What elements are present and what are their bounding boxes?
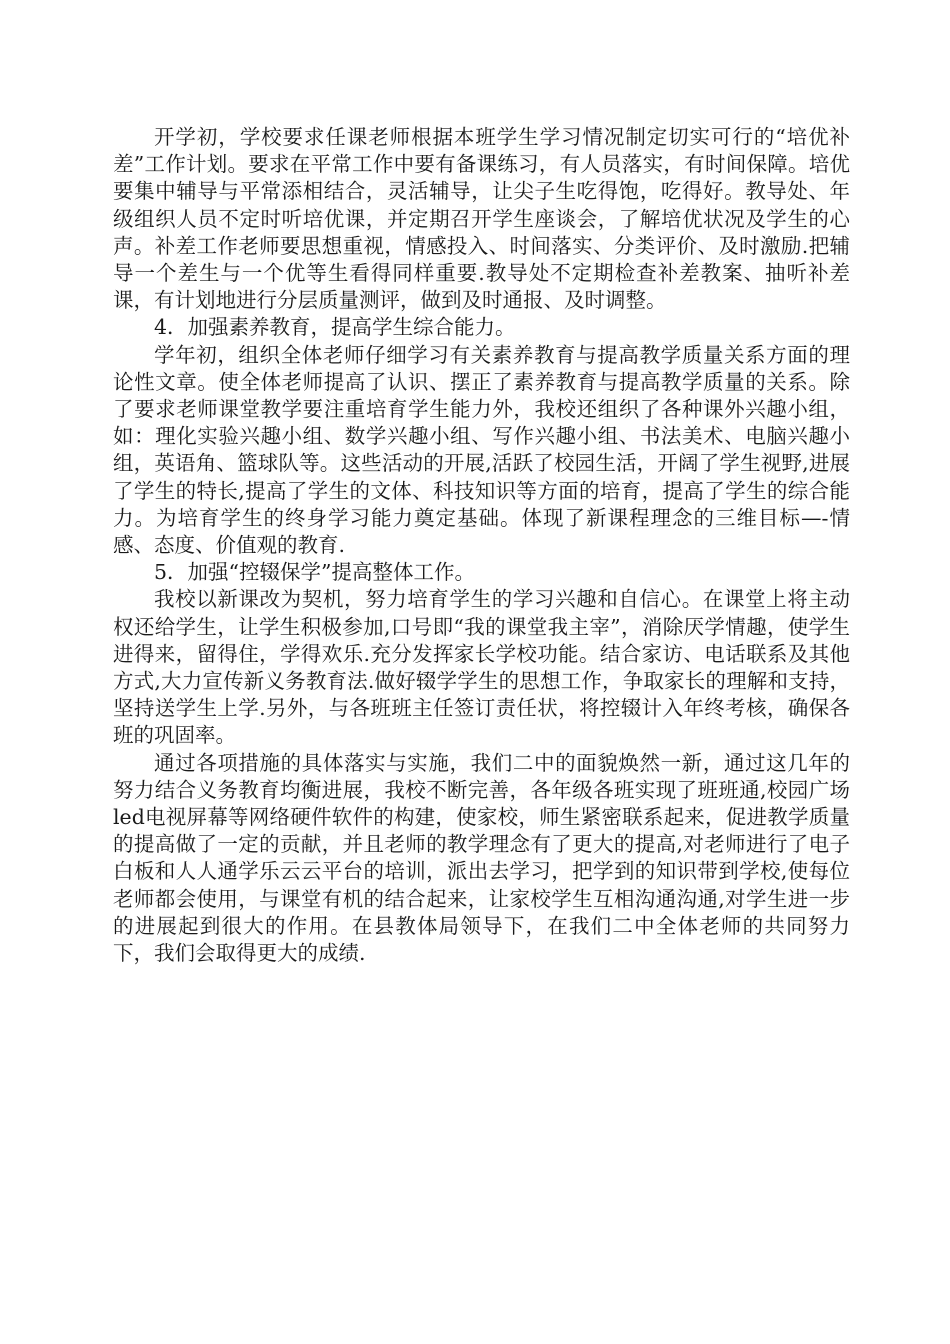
- paragraph-quality-education: 学年初，组织全体老师仔细学习有关素养教育与提高教学质量关系方面的理论性文章。使全体老师提高了认识、摆正了素养教育与提高教学质量的关系。除了要求老师课堂教学要注重培育学生能力外，我校还组织了各种课外兴趣小组，如：理化实验兴趣小组、数学兴趣小组、写作兴趣小组、书法美术、电脑兴趣小组，英语角、篮球队等。这些活动的开展,活跃了校园生活，开阔了学生视野,进展了学生的特长,提高了学生的文体、科技知识等方面的培育，提高了学生的综合能力。为培育学生的终身学习能力奠定基础。体现了新课程理念的三维目标—-情感、态度、价值观的教育.: [113, 342, 850, 558]
- document-body: [113, 124, 850, 967]
- paragraph-training-plan: 开学初，学校要求任课老师根据本班学生学习情况制定切实可行的“培优补差”工作计划。要求在平常工作中要有备课练习，有人员落实，有时间保障。培优要集中辅导与平常添相结合，灵活辅导，让尖子生吃得饱，吃得好。教导处、年级组织人员不定时听培优课，并定期召开学生座谈会，了解培优状况及学生的心声。补差工作老师要思想重视，情感投入、时间落实、分类评价、及时激励.把辅导一个差生与一个优等生看得同样重要.教导处不定期检查补差教案、抽听补差课，有计划地进行分层质量测评，做到及时通报、及时调整。: [113, 125, 850, 313]
- section-heading-quality-education: 4．加强素养教育，提高学生综合能力。: [154, 315, 516, 340]
- paragraph-conclusion: 通过各项措施的具体落实与实施，我们二中的面貌焕然一新，通过这几年的努力结合义务教育均衡进展，我校不断完善，各年级各班实现了班班通,校园广场led电视屏幕等网络硬件软件的构建，使家校，师生紧密联系起来，促进教学质量的提高做了一定的贡献，并且老师的教学理念有了更大的提高,对老师进行了电子白板和人人通学乐云云平台的培训，派出去学习，把学到的知识带到学校,使每位老师都会使用，与课堂有机的结合起来，让家校学生互相沟通沟通,对学生进一步的进展起到很大的作用。在县教体局领导下，在我们二中全体老师的共同努力下，我们会取得更大的成绩.: [113, 750, 850, 966]
- section-heading-dropout-control: 5．加强“控辍保学”提高整体工作。: [154, 560, 476, 585]
- paragraph-dropout-control: 我校以新课改为契机，努力培育学生的学习兴趣和自信心。在课堂上将主动权还给学生，让学生积极参加,口号即“我的课堂我主宰”，消除厌学情趣，使学生进得来，留得住，学得欢乐.充分发挥家长学校功能。结合家访、电话联系及其他方式,大力宣传新义务教育法.做好辍学学生的思想工作，争取家长的理解和支持，坚持送学生上学.另外，与各班班主任签订责任状，将控辍计入年终考核，确保各班的巩固率。: [113, 587, 850, 748]
